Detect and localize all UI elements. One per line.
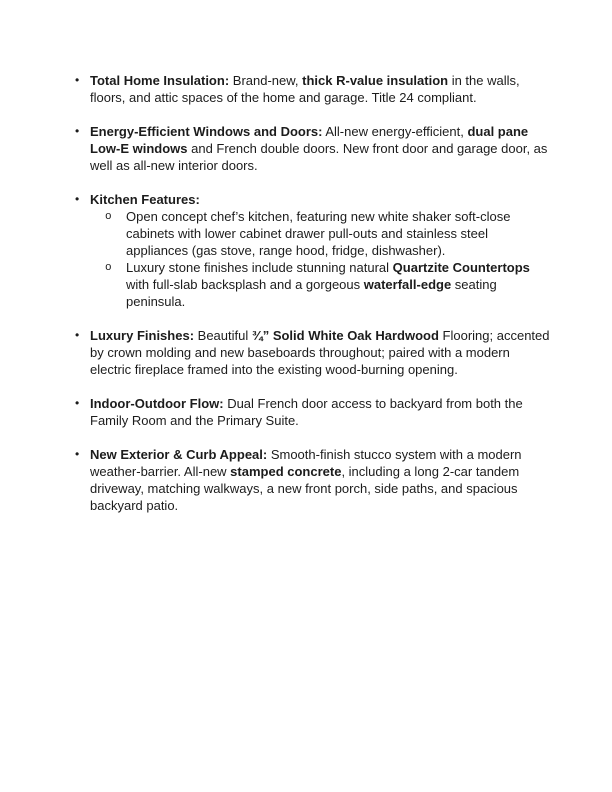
- text-line: [90, 480, 572, 497]
- bullet-marker: •: [75, 447, 80, 461]
- text-segment: Luxury stone finishes include stunning natural: [126, 260, 393, 275]
- bullet-item-total-home-insulation: [72, 72, 572, 106]
- text-line: [90, 72, 572, 89]
- text-segment: cabinets with lower cabinet drawer pull-outs and stainless steel: [126, 226, 489, 241]
- document-body: [72, 72, 572, 514]
- text-segment: , including a long 2-car tandem: [341, 464, 520, 479]
- bullet-marker: •: [75, 328, 80, 342]
- text-segment: with full-slab backsplash and a gorgeous: [126, 277, 364, 292]
- text-line: [90, 157, 572, 174]
- text-line: [126, 225, 572, 242]
- text-segment: well as all-new interior doors.: [90, 158, 258, 173]
- text-segment: appliances (gas stove, range hood, fridge, dishwasher).: [126, 243, 446, 258]
- text-segment: electric fireplace framed into the existing wood-burning opening.: [90, 362, 458, 377]
- sub-bullet-item-kitchen-stone-finishes: [90, 259, 572, 310]
- bold-text-segment: waterfall-edge: [363, 277, 452, 292]
- bold-text-segment: Indoor-Outdoor Flow:: [90, 396, 224, 411]
- text-segment: Beautiful: [194, 328, 252, 343]
- bullet-marker: •: [75, 192, 80, 206]
- bold-text-segment: Total Home Insulation:: [90, 73, 230, 88]
- bold-text-segment: Kitchen Features:: [90, 192, 200, 207]
- bold-text-segment: Luxury Finishes:: [90, 328, 195, 343]
- text-line: [90, 191, 572, 208]
- text-segment: driveway, matching walkways, a new front porch, side paths, and spacious: [90, 481, 518, 496]
- text-line: [90, 463, 572, 480]
- bold-text-segment: Low-E windows: [90, 141, 188, 156]
- text-line: [90, 327, 572, 344]
- text-line: [90, 412, 572, 429]
- text-segment: All-new energy-efficient,: [322, 124, 468, 139]
- text-line: [90, 446, 572, 463]
- text-line: [90, 395, 572, 412]
- text-segment: Smooth-finish stucco system with a modern: [267, 447, 522, 462]
- bold-text-segment: dual pane: [467, 124, 529, 139]
- bullet-item-luxury-finishes: [72, 327, 572, 378]
- text-line: [90, 89, 572, 106]
- text-line: [126, 293, 572, 310]
- text-line: [126, 208, 572, 225]
- text-segment: Open concept chef’s kitchen, featuring new white shaker soft-close: [126, 209, 511, 224]
- text-line: [90, 344, 572, 361]
- bullet-item-kitchen-features: [72, 191, 572, 310]
- text-segment: Dual French door access to backyard from both the: [223, 396, 523, 411]
- text-line: [126, 242, 572, 259]
- bold-text-segment: stamped concrete: [230, 464, 342, 479]
- text-segment: weather-barrier. All-new: [90, 464, 231, 479]
- sub-bullet-marker: o: [105, 262, 112, 274]
- text-segment: seating: [451, 277, 497, 292]
- bullet-marker: •: [75, 396, 80, 410]
- sub-bullet-item-kitchen-cabinets-appliances: [90, 208, 572, 259]
- bullet-marker: •: [75, 124, 80, 138]
- bold-text-segment: Quartzite Countertops: [392, 260, 530, 275]
- bullet-item-indoor-outdoor-flow: [72, 395, 572, 429]
- text-segment: Brand-new,: [229, 73, 303, 88]
- text-line: [126, 259, 572, 276]
- bold-text-segment: thick R-value insulation: [302, 73, 449, 88]
- text-line: [90, 140, 572, 157]
- bold-text-segment: Energy-Efficient Windows and Doors:: [90, 124, 323, 139]
- sub-bullet-marker: o: [105, 211, 112, 223]
- text-segment: and French double doors. New front door and garage door, as: [187, 141, 548, 156]
- text-line: [90, 497, 572, 514]
- text-segment: by crown molding and new baseboards throughout; paired with a modern: [90, 345, 510, 360]
- text-segment: floors, and attic spaces of the home and garage. Title 24 compliant.: [90, 90, 477, 105]
- bullet-item-new-exterior-curb-appeal: [72, 446, 572, 514]
- text-line: [90, 123, 572, 140]
- bold-text-segment: ¾” Solid White Oak Hardwood: [251, 328, 439, 343]
- text-segment: peninsula.: [126, 294, 186, 309]
- text-segment: in the walls,: [448, 73, 520, 88]
- text-segment: backyard patio.: [90, 498, 179, 513]
- text-segment: Family Room and the Primary Suite.: [90, 413, 299, 428]
- text-segment: Flooring; accented: [438, 328, 550, 343]
- bullet-item-energy-efficient-windows-doors: [72, 123, 572, 174]
- bold-text-segment: New Exterior & Curb Appeal:: [90, 447, 268, 462]
- text-line: [90, 361, 572, 378]
- bullet-marker: •: [75, 73, 80, 87]
- text-line: [126, 276, 572, 293]
